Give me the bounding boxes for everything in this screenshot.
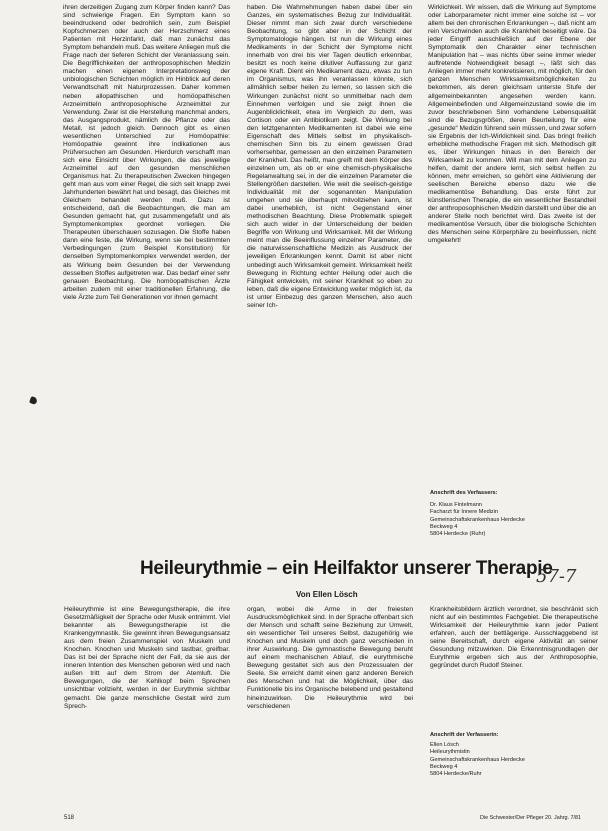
author2-address-block <box>430 732 580 778</box>
address-line: 5804 Herdecke (Ruhr) <box>430 531 486 538</box>
article2-column-1: Heileurythmie ist eine Bewegungstherapie, die ihre Gesetzmäßigkeit der Sprache oder Musik entnimmt. Viel bekannter als Bewegungstherapie ist die Krankengymnastik. Sie gewinnt ihren Bewegungsansatz aus dem freien Zusammenspiel von Muskeln und Knochen. Knochen und Muskeln sind tastbar, greifbar. Das ist bei der Sprache nicht der Fall, da sie aus der inneren Intention des Menschen geboren wird und nach außen tritt auf dem Strom der Atemluft. Die Bewegungen, die der Kehlkopf beim Sprechen unsichtbar vollzieht, werden in der Eurythmie sichtbar gemacht. Die ganze menschliche Gestalt wird zum Sprech- <box>64 606 230 710</box>
page-number: 518 <box>64 815 75 821</box>
address-line: Beckweg 4 <box>430 523 458 530</box>
address-line: Ellen Lösch <box>430 742 459 749</box>
article-column-2: haben. Die Wahrnehmungen haben dabei über ein Ganzes, ein systematisches Bezug zur Individualität. Dieser nimmt man sich zwar durch verschiedene Beobachtung, so gibt aber in der Schicht der Symptomatologie hängen. Ist nun die Wirkung eines Medikaments in der Schicht der Symptome nicht innerhalb von drei bis vier Tagen deutlich erkennbar, besitzt es noch keine dilutiver Auffassung zur ganz eigene Kraft. Dient ein Medikament dazu, etwas zu tun im Organismus, was ihn veranlassen könnte, sich allmählich selber heilen zu lernen, so lassen sich die Wirkungen zunächst nicht so unmittelbar nach dem Einnehmen verfolgen und sie zeigt ihnen die Augenblicklichkeit, etwa im Vergleich zu dem, was Cortison oder ein Antibiotikum zeigt. Die Wirkung bei den letztgenannten Medikamenten ist dabei wie eine Eigenschaft des Mittels selbst im physikalisch-chemischen Sinn bis zu einem gewissen Grad vorhersehbar, gemessen an den einzelnen Parametern der Krankheit. Das heißt, man greift mit dem Körper des einzelnen um, als ob er eine chemisch-physikalische Regelanwaltung sei, in der die einzelnen Parameter die Stellengrößen darstellen. Wie weit die seelisch-geistige Individualität mit der sogenannten Manipulation umgehen und sie überhaupt mitvollziehen kann, ist dabei unerheblich, ist nicht Gegenstand einer methodischen Beachtung. Diese Problematik spiegelt sich auch wider in der Unterscheidung der beiden Begriffe von Wirkung und Wirksamkeit. Mit der Wirkung meint man die Beeinflussung einzelner Parameter, die die naturwissenschaftliche Medizin als Ausdruck der jeweiligen Erkrankungen kennt. Damit ist aber nicht unbedingt auch Wirksamkeit gemeint. Wirksamkeit heißt Bewegung in Richtung echter Heilung oder auch die Fähigkeit entwickeln, mit seiner Krankheit so eben zu leben, daß die eigene Entwicklung weiter möglich ist, da ist unter Einbezug des ganzen Menschen, also auch seiner Ich- <box>247 4 412 309</box>
address-line: Facharzt für Innere Medizin <box>430 509 499 516</box>
author-address-block <box>430 490 590 538</box>
address-line: Beckweg 4 <box>430 763 458 770</box>
handwritten-note: 57-7 <box>536 566 577 587</box>
journal-footer: Die Schwester/Der Pfleger 20. Jahrg. 7/81 <box>480 815 581 821</box>
article2-column-3: Krankheitsbildern ärztlich verordnet, sie beschränkt sich nicht auf ein bestimmtes Fachgebiet. Die therapeutische Wirksamkeit der Heileurythmie kann jeder Patient erfahren, auch der bettlägerige. Ausschlaggebend ist seine Bereitschaft, durch eigene Aktivität an seiner Gesundung mitzuwirken. Die Erkenntnisgrundlagen der Eurythmie ergeben sich aus der Anthroposophie, gegründet durch Rudolf Steiner. <box>430 606 598 670</box>
article-title: Heileurythmie – ein Heilfaktor unserer Therapie <box>140 558 553 579</box>
address-heading: Anschrift des Verfassers: <box>430 490 498 496</box>
address-line: Gemeinschaftskrankenhaus Herdecke <box>430 756 525 763</box>
address-line: Dr. Klaus Fintelmann <box>430 502 482 509</box>
scan-speck-mark <box>29 396 38 405</box>
address-heading: Anschrift der Verfasserin: <box>430 732 499 738</box>
article-author: Von Ellen Lösch <box>296 590 358 599</box>
article2-column-2: organ, wobei die Arme in der freiesten Ausdrucksmöglichkeit sind. In der Sprache offenbart sich der Mensch und schafft seine Beziehung zur Umwelt, ein wesentlicher Teil unseres Selbst, dazugehörig wie Knochen und Muskeln und doch ganz verschieden in ihrer Auswirkung. Die gymnastische Bewegung beruht auf einem mechanischen Ablauf, die eurythmische Bewegung gestaltet sich aus den Prozessualen der Seele. Sie erreicht damit einen ganz anderen Bereich des Menschen und hat die Möglichkeit, über das Funktionelle bis ins Organische belebend und gestaltend hineinzuwirken. Die Heileurythmie wird bei verschiedenen <box>247 606 413 710</box>
address-line: Gemeinschaftskrankenhaus Herdecke <box>430 516 525 523</box>
article-column-1: ihren derzeitigen Zugang zum Körper finden kann? Das sind schwierige Fragen. Ein Symptom kann so beeindruckend oder bedrohlich sein, zum Beispiel Kopfschmerzen oder auch der Herzschmerz eines Patienten mit Herzinfarkt, daß man zunächst das Symptom behandeln muß. Das weitere Anliegen muß die Frage nach der tieferen Schicht der Veranlassung sein. Die Begrifflichkeiten der anthroposophischen Medizin machen einen eigenen Interpretationsweg der unbiologischen Schichten möglich im Hinblick auf deren Verwandtschaft mit Naturprozessen. Daher kommen neben allopathischen und homöopathischen Arzneimitteln anthroposophische Arzneimittel zur Verwendung. Zwar ist die Herstellung manchmal anders, das Ausgangsprodukt, nämlich die Pflanze oder das Metall, ist jedoch gleich. Dennoch gibt es einen wesentlichen Unterschied zur Homöopathie: Homöopathie gewinnt ihre Indikationen aus Prüfversuchen am Gesunden. Hierdurch verschafft man sich eine Einsicht über Wirkungen, die das jeweilige Arzneimittel auf den gesunden menschlichen Organismus hat. Zu therapeutischen Zwecken hingegen geht man aus vom einer Regel, die sich seit knapp zwei Jahrhunderten bewährt hat und besagt, das Gleiches mit Gleichem behandelt werden muß. Dazu ist entscheidend, daß die Beobachtungen, die man am Gesunden gemacht hat, gut zusammengefaßt und als Symptomenkomplex geordnet vorliegen. Die Therapeuten überschauen sozusagen. Die Stoffe haben dann eine feste, die Wirkung, wenn sie bei bestimmten Verbedingungen (zum Beispiel Konstitution) für denselben Symptomenkomplex verwendet werden, der als Wirkung beim Gesunden bei der Verwendung desselben Stoffes aufgetreten war. Das bedarf einer sehr genauen Beobachtung. Die homöopathischen Ärzte arbeiten zudem mit einer traditionellen Erfahrung, die viele Ärzte zum Teil Generationen vor ihnen gemacht <box>63 4 230 301</box>
article-column-3: Wirklichkeit. Wir wissen, daß die Wirkung auf Symptome oder Laborparameter nicht immer eine solche ist – vor allem bei den chronischen Erkrankungen –, daß nicht am rein Verschwinden auch die Krankheit beseitigt wäre. Da jeder Eingriff ausschließlich auf der Ebene der Symptomatik den Charakter einer technischen Manipulation hat – was nichts über seine immer wieder auftretende Notwendigkeit besagt –, läßt sich das Anliegen immer mehr konkretisieren, mit möglich, für den ganzen Menschen Wirksamkeitsmöglichkeiten zu bekommen, als deren gleichsam unterste Stufe der allgemeinbekannten angesehen werden kann. Allgemeinbefinden und Allgemeinzustand sowie die im zuvor beschriebenen Sinn vorhandene Lebensqualität sind die Bezugsgrößen, deren Beurteilung für eine „gesunde“ Medizin führend sein müssen, und zwar sofern sie Ergebnis der Ich-Wirklichkeit sind. Das bringt freilich erhebliche methodische Fragen mit sich. Methodisch gilt es, über Wirkungen hinaus in den Bereich der Wirksamkeit zu kommen. Will man mit dem Anliegen zu helfen, damit der andere lernt, sich selbst helfen zu können, mehr erreichen, so gehört eine Aktivierung der seelischen Bereiche ebenso dazu wie die medikamentöse Behandlung. Das erste führt zur künstlerischen Therapie, die ein wesentlicher Bestandteil der anthroposophischen Medizin darstellt und über die an anderer Stelle noch berichtet wird. Das zweite ist der medikamentöse Versuch, über die biologische Schichten des Menschen seine Körperphäre zu beeinflussen, nicht umgekehrt! <box>428 4 596 245</box>
address-line: 5804 Herdecke/Ruhr <box>430 771 482 778</box>
address-line: Heileurythmistin <box>430 749 470 756</box>
